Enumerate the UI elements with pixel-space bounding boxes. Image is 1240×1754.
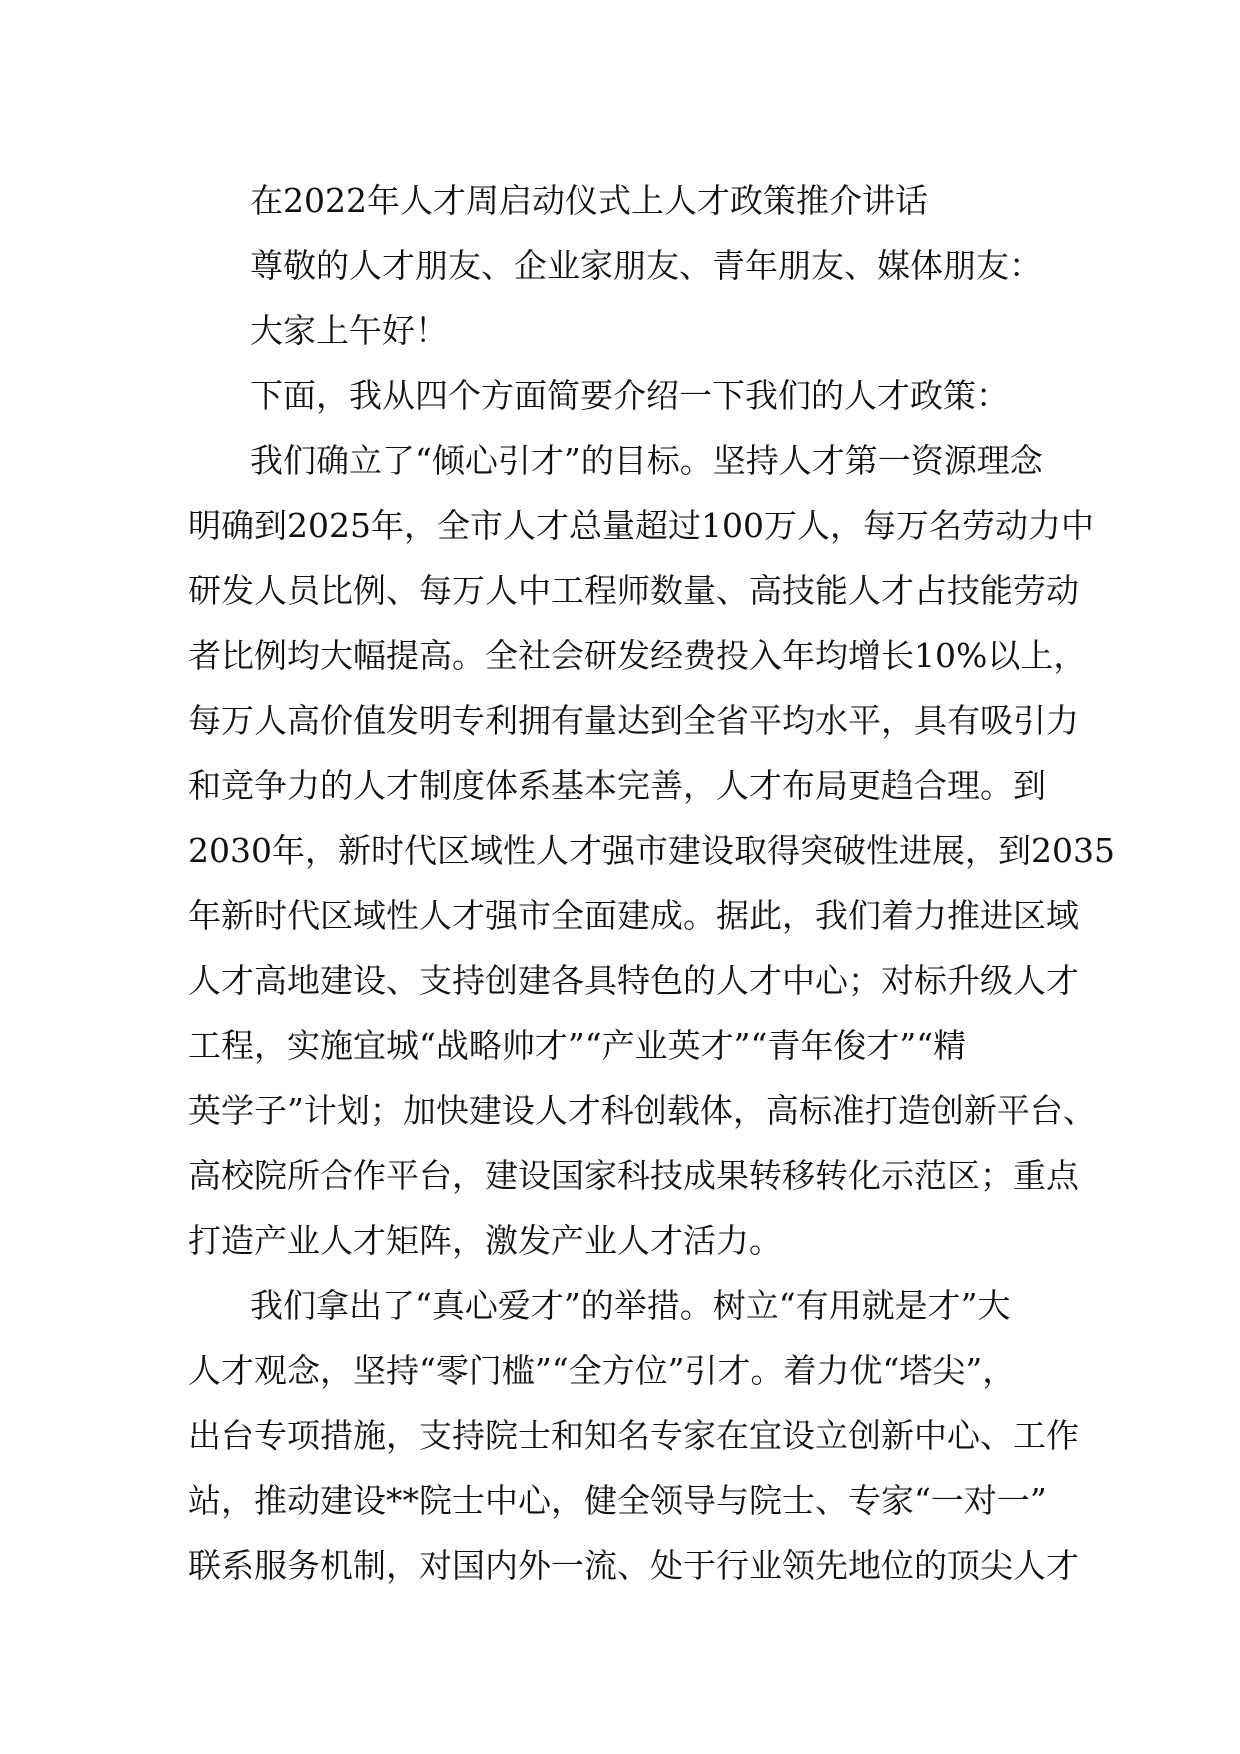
paragraph-line: 工程，实施宜城“战略帅才”“产业英才”“青年俊才”“精 bbox=[188, 1026, 967, 1065]
paragraph-line: 2030年，新时代区域性人才强市建设取得突破性进展，到2035 bbox=[188, 831, 1115, 870]
paragraph-line: 打造产业人才矩阵，激发产业人才活力。 bbox=[188, 1221, 782, 1260]
document-title: 在2022年人才周启动仪式上人才政策推介讲话 bbox=[250, 181, 928, 220]
paragraph-line: 高校院所合作平台，建设国家科技成果转移转化示范区；重点 bbox=[188, 1156, 1079, 1195]
document-body bbox=[188, 168, 1115, 1598]
intro-paragraph: 下面，我从四个方面简要介绍一下我们的人才政策： bbox=[250, 376, 1009, 415]
paragraph-line: 和竞争力的人才制度体系基本完善，人才布局更趋合理。到 bbox=[188, 766, 1046, 805]
paragraph-line: 英学子”计划；加快建设人才科创载体，高标准打造创新平台、 bbox=[188, 1091, 1096, 1130]
paragraph-line: 每万人高价值发明专利拥有量达到全省平均水平，具有吸引力 bbox=[188, 701, 1079, 740]
paragraph-line: 人才高地建设、支持创建各具特色的人才中心；对标升级人才 bbox=[188, 961, 1079, 1000]
paragraph-line: 者比例均大幅提高。全社会研发经费投入年均增长10%以上， bbox=[188, 636, 1087, 675]
paragraph-line: 出台专项措施，支持院士和知名专家在宜设立创新中心、工作 bbox=[188, 1416, 1079, 1455]
salutation: 尊敬的人才朋友、企业家朋友、青年朋友、媒体朋友： bbox=[250, 246, 1042, 285]
paragraph-line: 我们确立了“倾心引才”的目标。坚持人才第一资源理念 bbox=[250, 441, 1043, 480]
paragraph-line: 年新时代区域性人才强市全面建成。据此，我们着力推进区域 bbox=[188, 896, 1079, 935]
paragraph-line: 人才观念，坚持“零门槛”“全方位”引才。着力优“塔尖”， bbox=[188, 1351, 1016, 1390]
paragraph-line: 我们拿出了“真心爱才”的举措。树立“有用就是才”大 bbox=[250, 1286, 1011, 1325]
paragraph-line: 联系服务机制，对国内外一流、处于行业领先地位的顶尖人才 bbox=[188, 1546, 1079, 1585]
paragraph-goal bbox=[188, 428, 1115, 1273]
paragraph-line: 明确到2025年，全市人才总量超过100万人，每万名劳动力中 bbox=[188, 506, 1094, 545]
paragraph-line: 研发人员比例、每万人中工程师数量、高技能人才占技能劳动 bbox=[188, 571, 1079, 610]
paragraph-line: 站，推动建设**院士中心，健全领导与院士、专家“一对一” bbox=[188, 1481, 1047, 1520]
paragraph-measures bbox=[188, 1273, 1079, 1598]
greeting: 大家上午好！ bbox=[250, 311, 448, 350]
